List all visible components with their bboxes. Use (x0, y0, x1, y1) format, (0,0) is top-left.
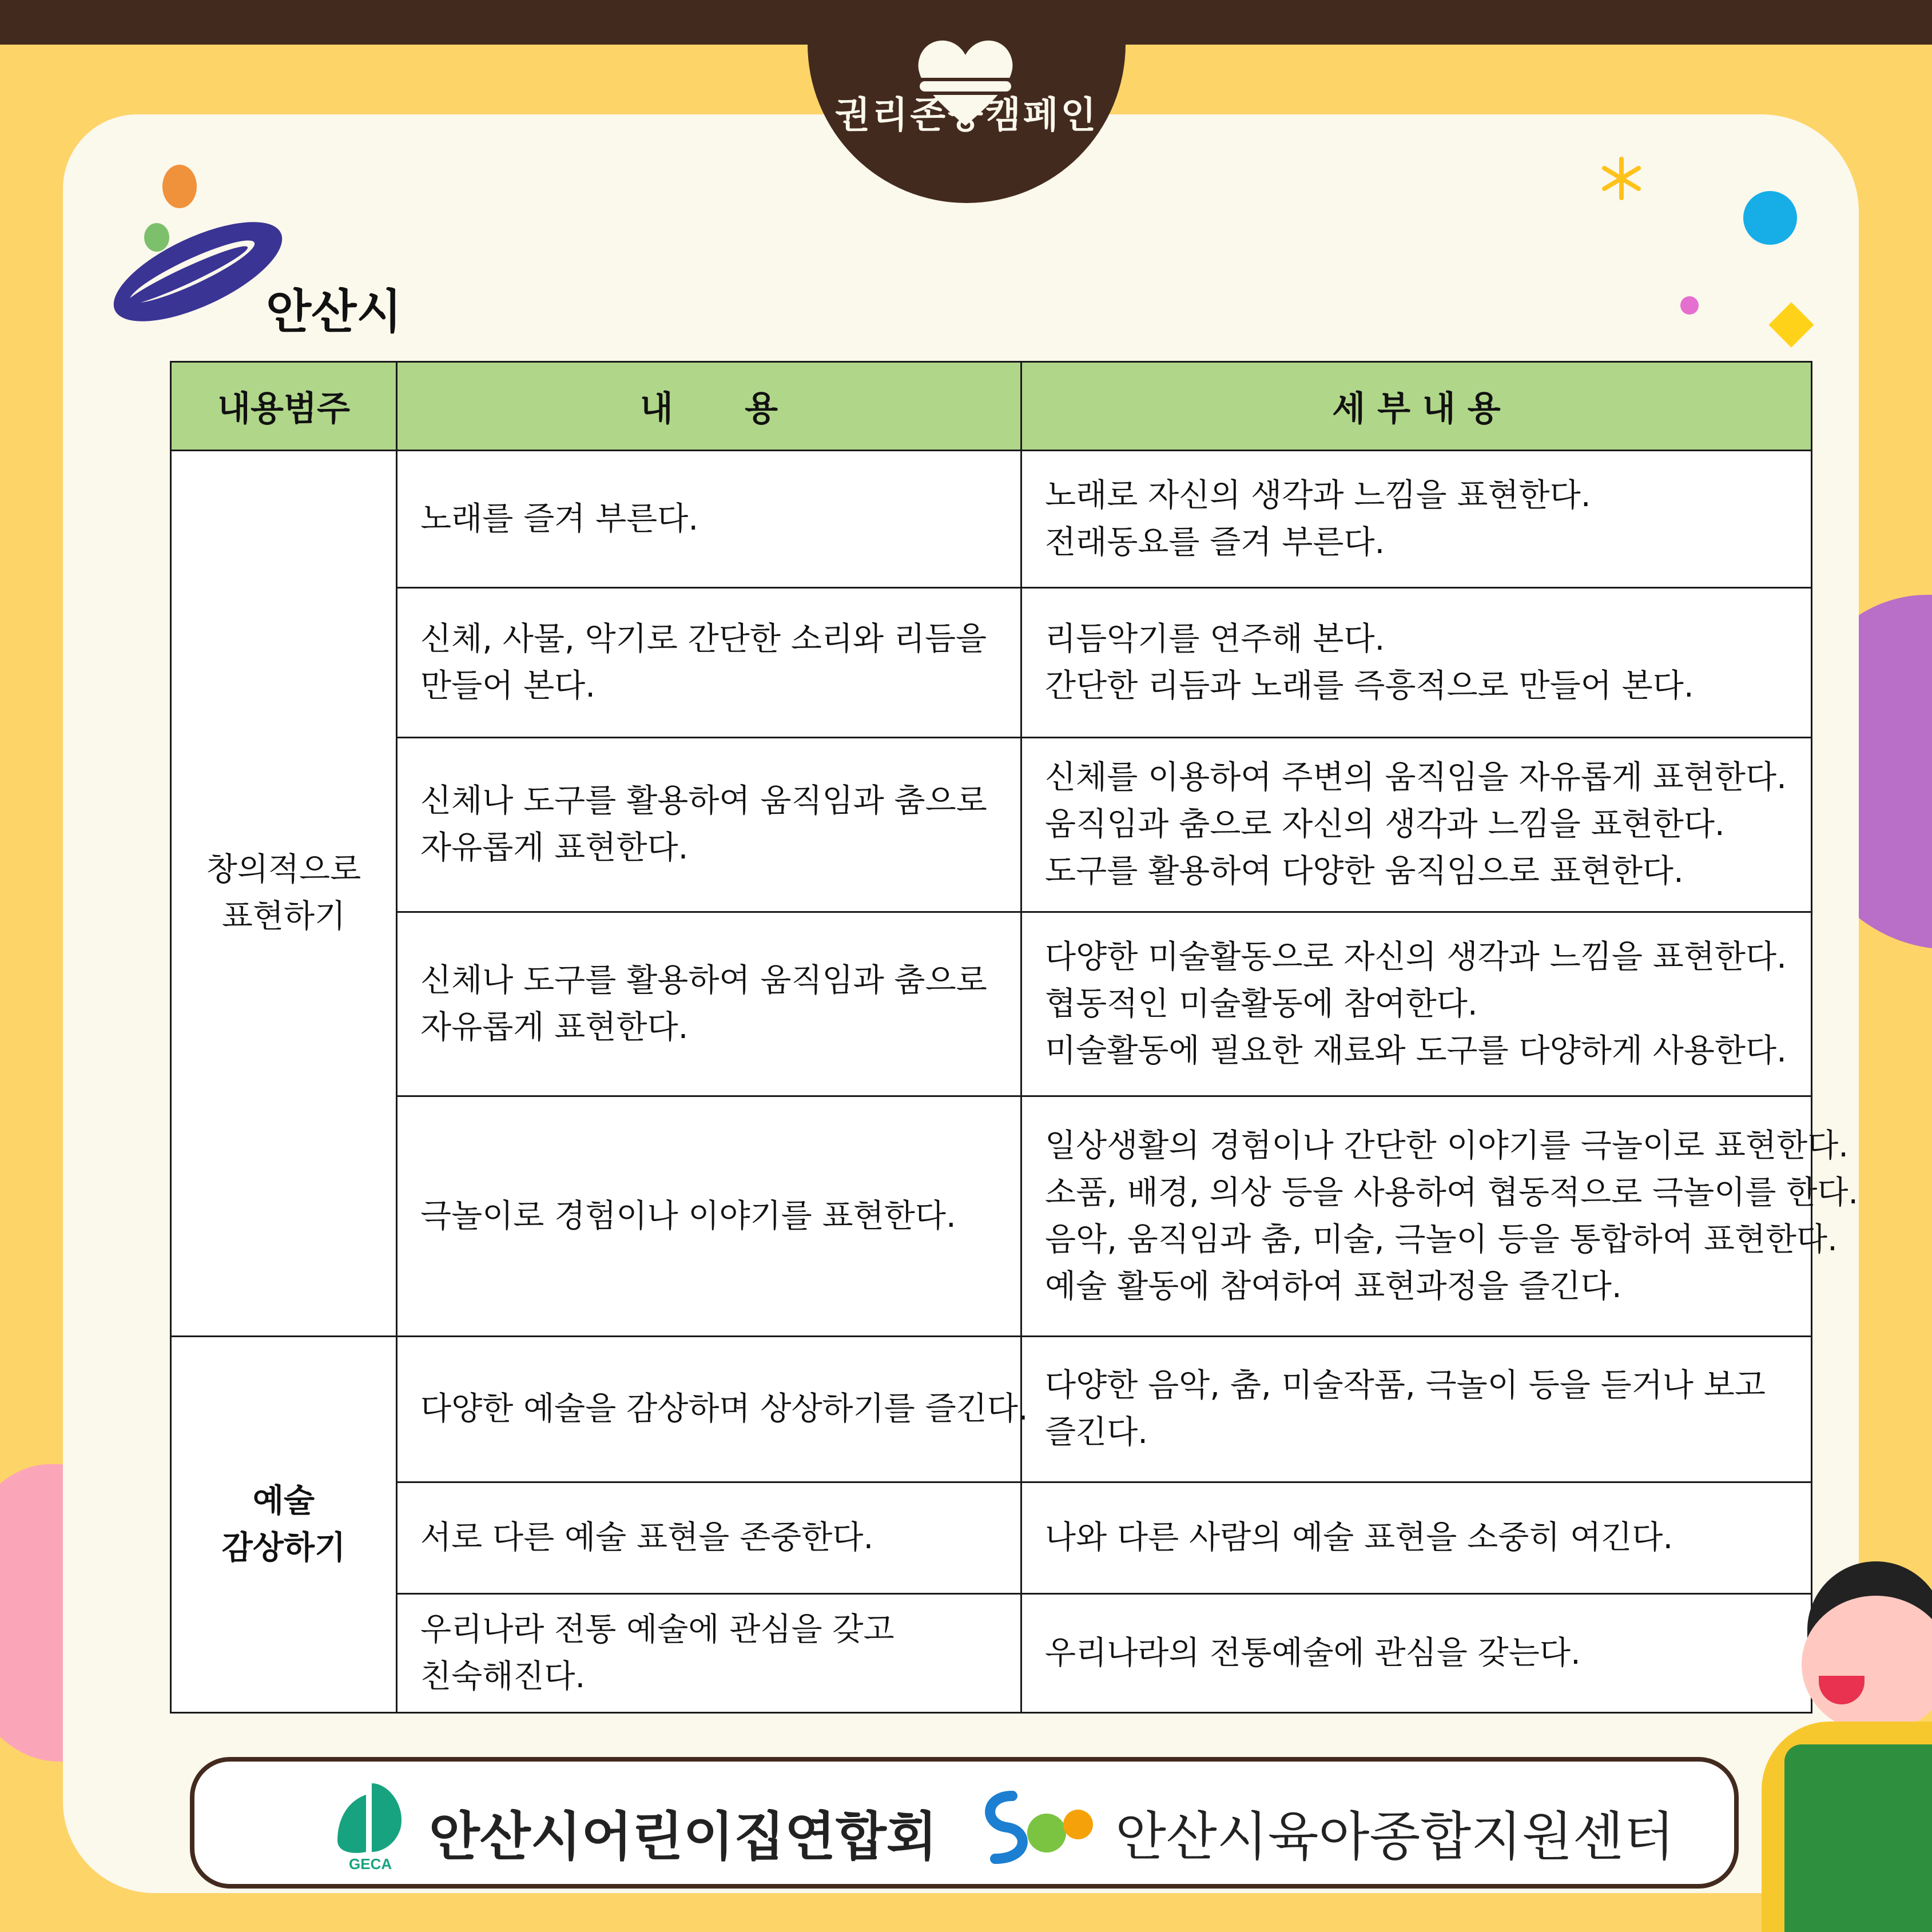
details-text: 미술활동에 필요한 재료와 도구를 다양하게 사용한다. (1045, 1032, 1787, 1070)
details-text: 다양한 음악, 춤, 미술작품, 극놀이 등을 듣거나 보고 (1045, 1367, 1766, 1404)
content-cell (397, 912, 1021, 1096)
table-row (171, 588, 1812, 738)
details-cell (1021, 451, 1812, 588)
orange-dot-decoration (162, 165, 197, 208)
content-text: 신체나 도구를 활용하여 움직임과 춤으로 (420, 782, 987, 820)
content-text: 만들어 본다. (420, 667, 596, 705)
content-text: 우리나라 전통 예술에 관심을 갖고 (420, 1611, 895, 1648)
category-cell-appreciation (171, 1337, 397, 1713)
table-row (171, 1096, 1812, 1337)
curriculum-table (170, 361, 1859, 1714)
details-text: 예술 활동에 참여하여 표현과정을 즐긴다. (1045, 1267, 1622, 1305)
content-text: 신체나 도구를 활용하여 움직임과 춤으로 (420, 961, 987, 999)
content-cell (397, 588, 1021, 738)
details-text: 소품, 배경, 의상 등을 사용하여 협동적으로 극놀이를 한다. (1045, 1174, 1859, 1211)
content-cell (397, 1594, 1021, 1713)
details-text: 움직임과 춤으로 자신의 생각과 느낌을 표현한다. (1045, 806, 1725, 843)
content-cell (397, 1337, 1028, 1482)
details-cell (1021, 738, 1812, 912)
org-name-daycare-association: 안산시어린이집연합회 (429, 1806, 937, 1867)
footer-sponsors (190, 1757, 1739, 1889)
table-row (171, 1337, 1812, 1482)
sparkle-icon (1599, 156, 1644, 201)
content-cell (397, 451, 1021, 588)
content-text: 자유롭게 표현한다. (420, 1008, 689, 1046)
org-name-childcare-support-center: 안산시육아종합지원센터 (1115, 1806, 1675, 1867)
details-cell (1021, 1337, 1812, 1482)
details-text: 음악, 움직임과 춤, 미술, 극놀이 등을 통합하여 표현한다. (1045, 1221, 1838, 1258)
geca-logo-icon (326, 1778, 412, 1875)
content-text: 다양한 예술을 감상하며 상상하기를 즐긴다. (420, 1390, 1028, 1428)
content-text: 서로 다른 예술 표현을 존중한다. (420, 1519, 874, 1556)
details-text: 리듬악기를 연주해 본다. (1045, 620, 1385, 658)
content-cell (397, 1096, 1021, 1337)
header-details: 세 부 내 용 (1021, 362, 1812, 451)
table-row (171, 912, 1812, 1096)
geca-logo-text: GECA (349, 1855, 392, 1873)
pink-dot-decoration (1680, 296, 1699, 315)
header-content: 내 용 (397, 362, 1021, 451)
content-text: 자유롭게 표현한다. (420, 829, 689, 866)
table-row (171, 738, 1812, 912)
details-text: 협동적인 미술활동에 참여한다. (1045, 985, 1478, 1023)
table-row (171, 451, 1812, 588)
details-cell (1021, 1096, 1859, 1337)
content-text: 신체, 사물, 악기로 간단한 소리와 리듬을 (420, 620, 987, 658)
campaign-title: 권리존중캠페인 (834, 94, 1099, 137)
girl-character-illustration (1744, 1561, 1932, 1932)
details-text: 간단한 리듬과 노래를 즉흥적으로 만들어 본다. (1045, 667, 1694, 705)
details-cell (1021, 912, 1812, 1096)
table-row (171, 1594, 1812, 1713)
category-label: 예술 (252, 1482, 315, 1520)
details-text: 우리나라의 전통예술에 관심을 갖는다. (1045, 1634, 1581, 1672)
category-cell-creative (171, 451, 397, 1337)
details-text: 나와 다른 사람의 예술 표현을 소중히 여긴다. (1045, 1519, 1673, 1556)
details-text: 도구를 활용하여 다양한 움직임으로 표현한다. (1045, 853, 1684, 890)
content-cell (397, 738, 1021, 912)
content-cell (397, 1482, 1021, 1594)
details-cell (1021, 1482, 1812, 1594)
content-text: 극놀이로 경험이나 이야기를 표현한다. (420, 1197, 956, 1235)
childcare-center-logo-icon (972, 1784, 1098, 1870)
city-name: 안산시 (266, 285, 402, 339)
details-cell (1021, 1594, 1812, 1713)
details-cell (1021, 588, 1812, 738)
details-text: 즐긴다. (1045, 1414, 1148, 1451)
details-text: 다양한 미술활동으로 자신의 생각과 느낌을 표현한다. (1045, 938, 1787, 976)
content-text: 노래를 즐겨 부른다. (420, 500, 699, 538)
table-row (171, 1482, 1812, 1594)
cyan-dot-decoration (1743, 191, 1797, 245)
details-text: 신체를 이용하여 주변의 움직임을 자유롭게 표현한다. (1045, 759, 1787, 796)
content-text: 친숙해진다. (420, 1657, 586, 1695)
category-label: 창의적으로 (206, 851, 361, 888)
category-label: 표현하기 (221, 898, 346, 935)
category-label: 감상하기 (221, 1529, 346, 1567)
details-text: 노래로 자신의 생각과 느낌을 표현한다. (1045, 476, 1591, 514)
table-header-row (171, 362, 1812, 451)
details-text: 전래동요를 즐겨 부른다. (1045, 523, 1385, 561)
details-text: 일상생활의 경험이나 간단한 이야기를 극놀이로 표현한다. (1045, 1127, 1849, 1164)
header-category: 내용범주 (171, 362, 397, 451)
